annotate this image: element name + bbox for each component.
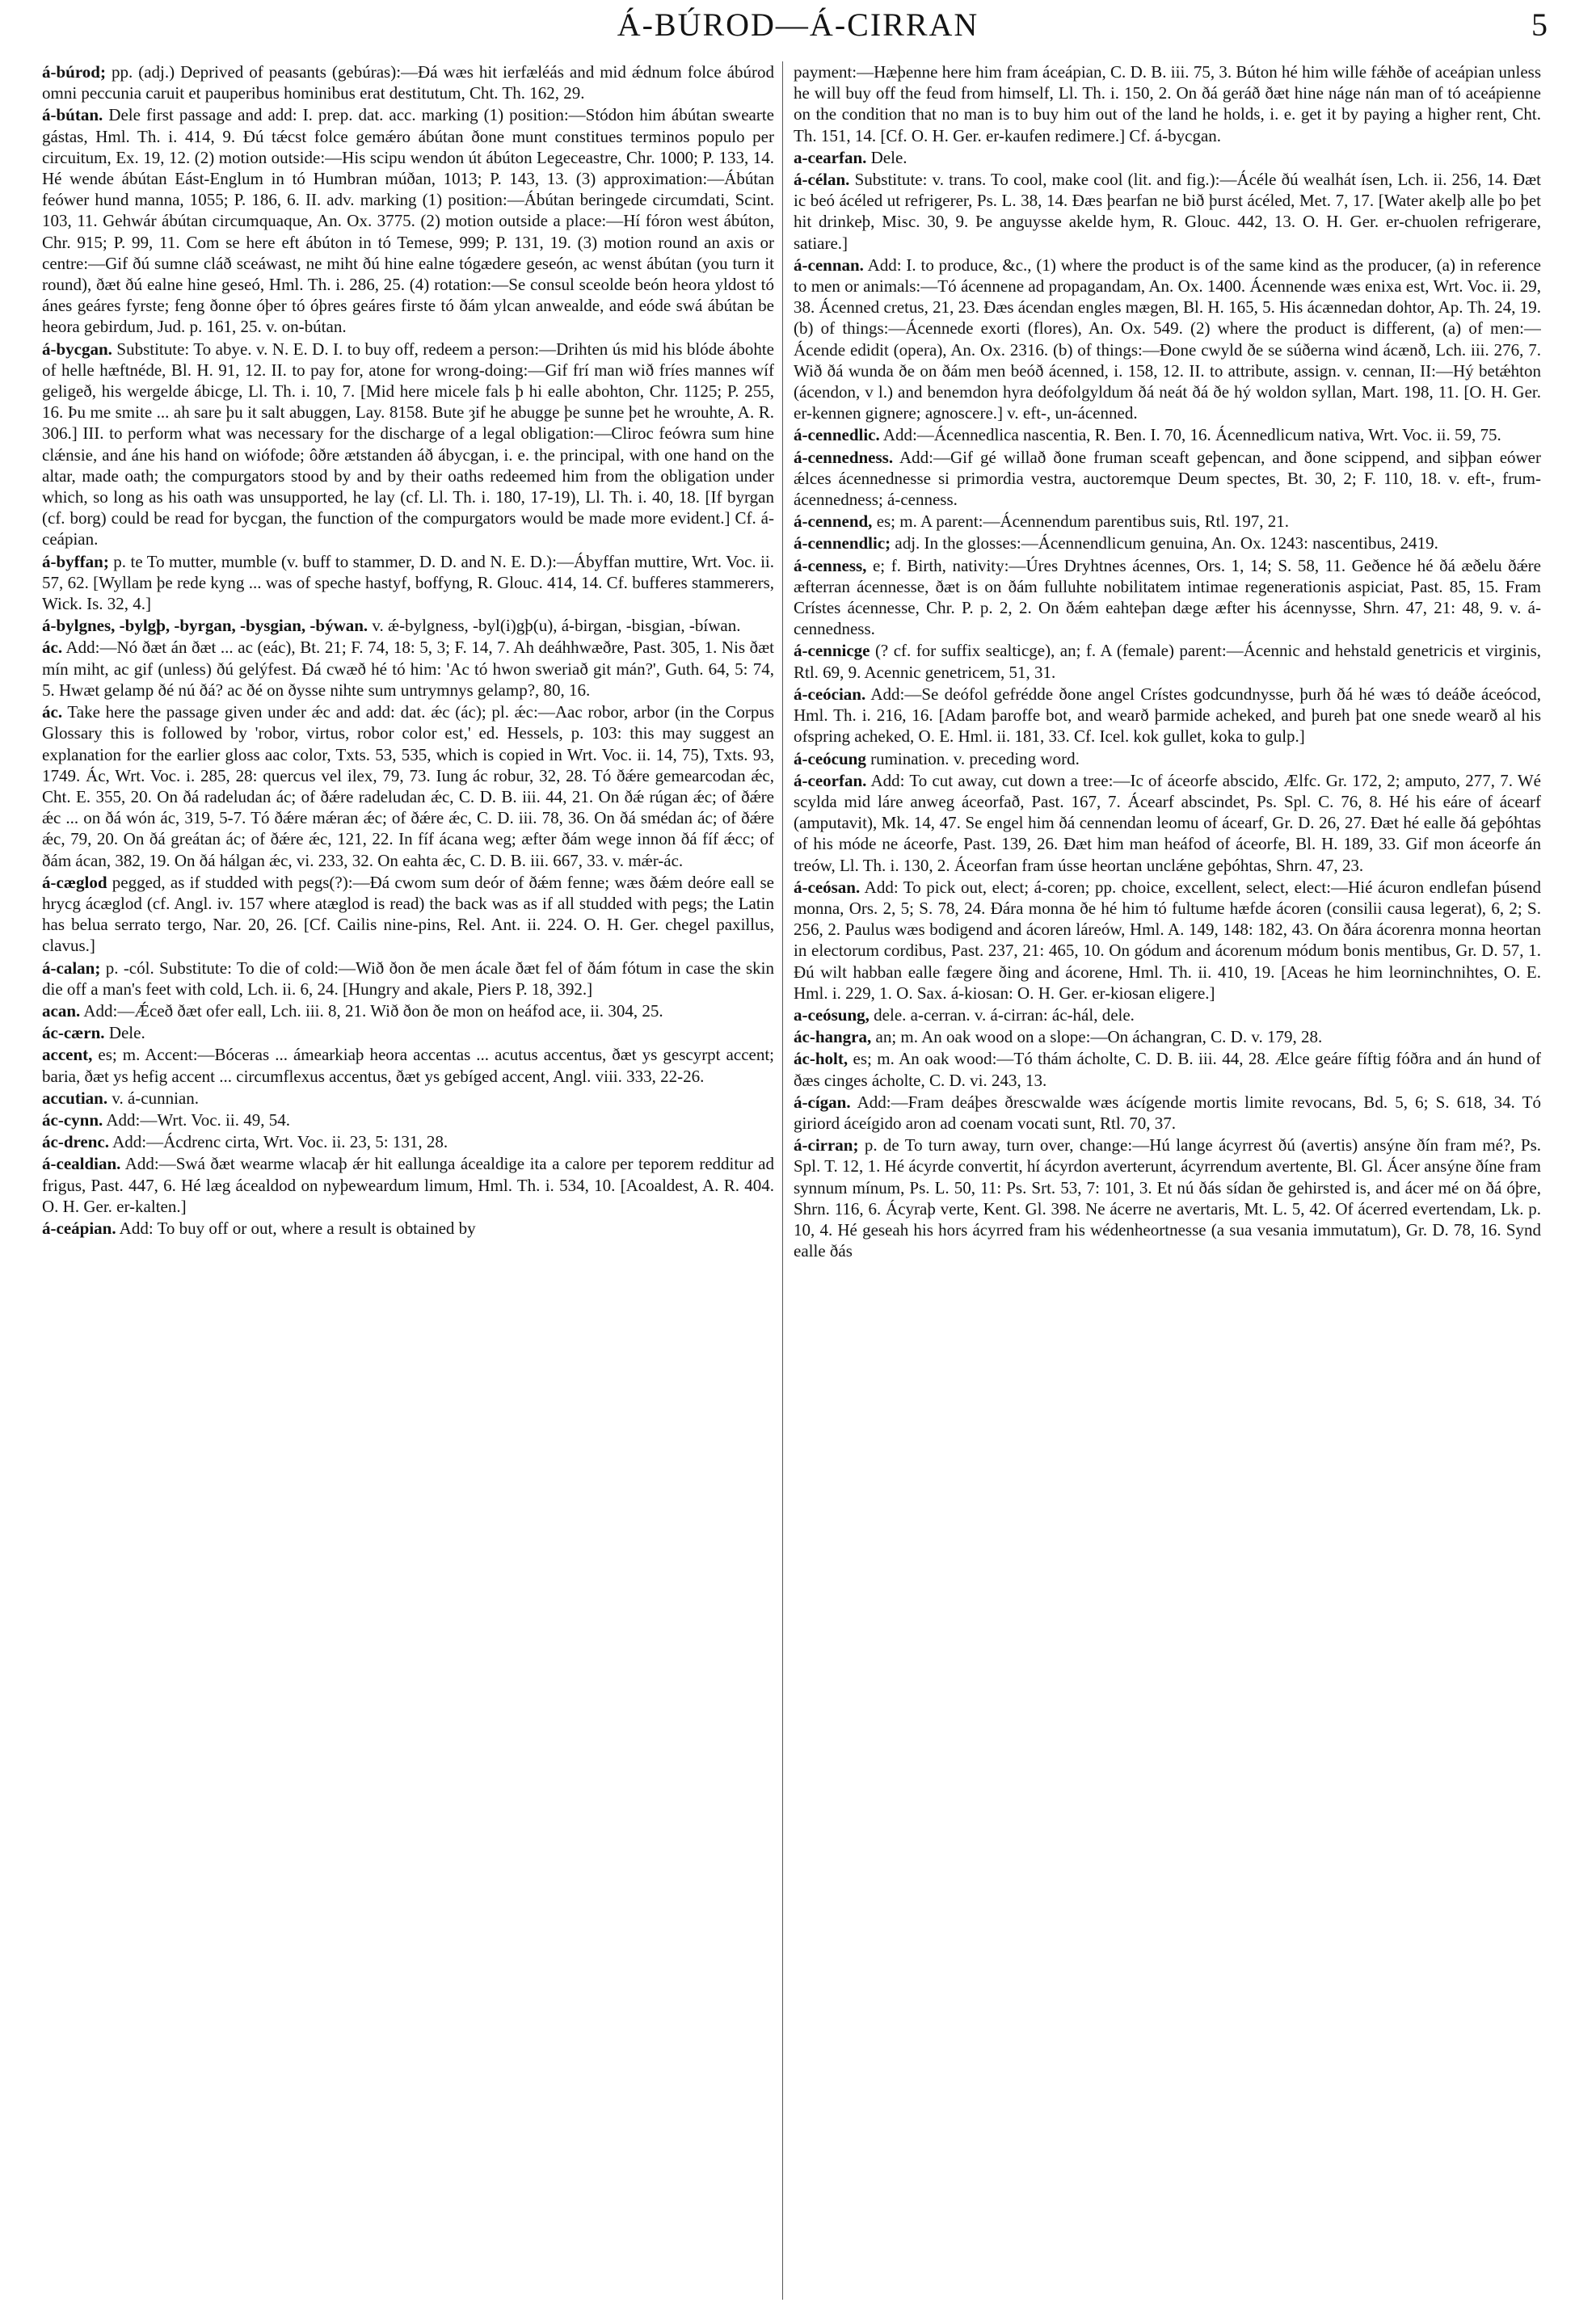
entry-body: v. ǽ-bylgness, -byl(i)gþ(u), á-birgan, -bisgian, -bíwan. — [372, 616, 741, 636]
right-column — [794, 61, 1541, 2300]
entry-body: es; m. Accent:—Bóceras ... ámearkiaþ heora accentas ... acutus accentus, ðæt ys gescyrpt accent; baria, ðæt ys hefig accent ... circumflexus accentus, ðæt ys gebíged accent, Angl. viii. 333, 22-26. — [42, 1045, 774, 1086]
entry-body: Add:—Ǽceð ðæt ofer eall, Lch. iii. 8, 21. Wið ðon ðe mon on heáfod ace, ii. 304, 25. — [83, 1000, 663, 1021]
entry-body: (? cf. for suffix sealticge), an; f. A (female) parent:—Ácennic and hehstald genetricis et virginis, Rtl. 69, 9. Acennic genetricem, 51, 31. — [794, 641, 1541, 682]
entry-headword: á-célan. — [794, 170, 850, 190]
entry-headword: á-cennedness. — [794, 447, 894, 467]
entry-headword: ác-hangra, — [794, 1027, 872, 1047]
entry-headword: á-ceorfan. — [794, 770, 867, 790]
entry-body: Add:—Swá ðæt wearme wlacaþ ǽr hit eallunga ácealdige ita a calore per teporem redditur ad frigus, Past. 447, 6. Hé læg ácealdod on nyþeweardum limum, Hml. Th. i. 534, 10. [Acoaldest, A. R. 404. O. H. Ger. er-kalten.] — [42, 1154, 774, 1216]
entry-headword: accent, — [42, 1045, 93, 1065]
dictionary-entry — [42, 701, 774, 871]
dictionary-entry — [794, 1134, 1541, 1261]
entry-body: Add: To cut away, cut down a tree:—Ic of áceorfe abscido, Ælfc. Gr. 172, 2; amputo, 277, 7. Wé scylda mid láre anweg áceorfað, Past. 167, 7. Ácearf abscindet, Ps. Spl. C. 76, 8. Hé his eáre of ácearf (amputavit), Mk. 14, 47. Se engel him ðá cennendan leomu of ácearf, Gr. D. 26, 27. Ðæt hé ealle ðá geþóhtas of his móde ne áceorfe, Past. 139, 26. Ðæt him man heáfod of áceorfe, Bl. H. 189, 33. Gif mon áceorfe án treów, Ll. Th. i. 130, 2. Áceorfan fram ússe heortan unclǽne geþóhtas, Shrn. 47, 23. — [794, 770, 1541, 875]
entry-headword: á-ceósan. — [794, 877, 861, 897]
dictionary-entry — [42, 1109, 774, 1130]
entry-headword: á-ceócian. — [794, 684, 866, 704]
entry-body: Add:—Se deófol gefrédde ðone angel Crístes godcundnysse, þurh ðá hé wæs tó deáðe áceócod, Hml. Th. i. 216, 16. [Adam þaroffe bot, and wearð þarmide acheked, and þureh þat one snede wearð al his ofspring acheked, O. E. Hml. ii. 181, 33. Cf. Icel. kok gullet, koka to gulp.] — [794, 684, 1541, 747]
dictionary-entry — [794, 748, 1541, 769]
dictionary-entry — [794, 511, 1541, 532]
entry-headword: á-cennendlic; — [794, 533, 891, 554]
entry-body: pegged, as if studded with pegs(?):—Ðá cwom sum deór of ðǽm fenne; wæs ðǽm deóre eall se hrycg ácæglod (cf. Angl. iv. 157 where atæglod is read) the back was as if all studded with pegs; the Latin has belua serrato tergo, Nar. 20, 26. [Cf. Cailis nine-pins, Rel. Ant. ii. 224. O. H. Ger. chegel paxillus, clavus.] — [42, 872, 774, 956]
dictionary-entry — [794, 169, 1541, 254]
entry-headword: á-bylgnes, -bylgþ, -byrgan, -bysgian, -býwan. — [42, 616, 368, 636]
dictionary-entry — [794, 1048, 1541, 1090]
entry-body: Substitute: To abye. v. N. E. D. I. to buy off, redeem a person:—Drihten ús mid his blóde ábohte of helle hæftnéde, Bl. H. 91, 12. II. to pay for, atone for wrong-doing:—Gif frí man wið fríes mannes wíf geligeð, his wergelde ábicge, Ll. Th. i. 10, 7. [Mid here micele fals þ hi ealle abohton, Chr. 1125; P. 255, 16. Þu me smite ... ah sare þu it salt abuggen, Lay. 8158. Bute ȝif he abugge þe sunne þet he wrouhte, A. R. 306.] III. to perform what was necessary for the discharge of a legal obligation:—Cliroc feówra sum hine clǽnsie, and áne his hand on wiófode; ôðre ætstanden áð ábycgan, i. e. the principal, with one hand on the altar, made oath; the compurgators stood by and by their oaths redeemed him from the obligation under which, so long as his oath was unsupported, he lay (cf. Ll. Th. i. 180, 17-19), Ll. Th. i. 40, 18. [If byrgan (cf. borg) could be read for bycgan, the function of the compurgators would be made more evident.] Cf. á-ceápian. — [42, 339, 774, 549]
entry-headword: a-ceósung, — [794, 1004, 870, 1025]
dictionary-entry — [42, 1218, 774, 1239]
entry-body: Add: I. to produce, &c., (1) where the product is of the same kind as the producer, (a) in reference to men or animals:—Tó ácennene ad propagandam, An. Ox. 1400. Ácennende wæs enixa est, Wrt. Voc. ii. 29, 38. Ácenned cretus, 21, 23. Ðæs ácendan engles mægen, Bl. H. 165, 5. His ácænnedan dohtor, Ap. Th. 24, 19. (b) of things:—Ácennede exorti (flores), An. Ox. 549. (2) where the product is different, (a) of men:—Ácende edidit (opera), An. Ox. 2316. (b) of things:—Ðone cwyld ðe se súðerna wind ácænð, Lch. iii. 276, 7. Wið ðá wunda ðe on ðám men beóð ácenned, i. 158, 12. II. to attribute, assign. v. cennan, II:—Hý betǽhton (ácendon, v l.) and benemdon hyra deófolgyldum ðá neát ðá ðe hý woldon syllan, Mart. 198, 11. [O. H. Ger. er-kennen gignere; agnoscere.] v. eft-, un-ácenned. — [794, 255, 1541, 423]
entry-body: Add:—Gif gé willað ðone fruman sceaft geþencan, and ðone scippend, and siþþan eówer ǽlces ácennednesse si primordia vestra, auctoremque Deum spectes, Bt. 30, 2; F. 110, 18. v. eft-, frum-ácennedness; á-cenness. — [794, 447, 1541, 510]
entry-headword: ác-cynn. — [42, 1109, 103, 1130]
entry-headword: á-ceápian. — [42, 1218, 116, 1238]
entry-body: Add:—Nó ðæt án ðæt ... ac (eác), Bt. 21; F. 74, 18: 5, 3; F. 14, 7. Ah deáhhwæðre, Past. 305, 1. Nis ðæt mín miht, ac gif (unless) ðú gelýfest. Ðá cwæð hé tó him: 'Ac tó hwon sweriað git mán?', Guth. 64, 5: 74, 5. Hwæt gelamp ðé nú ðá? ac ðé on ðysse nihte sum untrymnys gelamp?, 80, 16. — [42, 638, 774, 700]
entry-body: Add:—Fram deáþes ðrescwalde wæs ácígende mortis limite revocans, Bd. 5, 6; S. 618, 34. Tó giriord áceígido aron ad coenam vocati sunt, Rtl. 70, 37. — [794, 1092, 1541, 1133]
entry-body: adj. In the glosses:—Ácennendlicum genuina, An. Ox. 1243: nascentibus, 2419. — [895, 533, 1438, 554]
dictionary-entry — [794, 61, 1541, 146]
dictionary-entry — [794, 770, 1541, 876]
entry-body: rumination. v. preceding word. — [870, 748, 1080, 768]
entry-headword: á-byffan; — [42, 551, 109, 571]
dictionary-entry — [794, 424, 1541, 445]
entry-headword: á-ceócung — [794, 748, 866, 768]
dictionary-entry — [42, 104, 774, 337]
entry-headword: á-bycgan. — [42, 339, 112, 359]
entry-body: Take here the passage given under ǽc and add: dat. ǽc (ác); pl. ǽc:—Aac robor, arbor (in the Corpus Glossary this is followed by 'robor, virtus, robor color est,' ed. Hessels, p. 103: this may suggest an explanation for the earlier gloss aac color, Txts. 53, 535, which is copied in Wrt. Voc. ii. 14, 75), Txts. 93, 1749. Ác, Wrt. Voc. i. 285, 28: quercus vel ilex, 79, 73. Iung ác robur, 32, 28. Tó ðǽre gemearcodan ǽc, Cht. E. 355, 20. On ðá radeludan ác; of ðǽre radeludan ǽc, C. D. B. iii. 44, 21. On ðǽ rúgan ǽc; of ðǽre ǽc ... on ðá wón ác, 319, 5-7. Tó ðǽre mǽran ǽc; of ðǽre ǽc, C. D. iii. 78, 36. On ðá smédan ác; of ðǽre ǽc, 79, 20. On ðá greátan ác; of ðǽre ǽc, 121, 22. In fíf ácana weg; æfter ðám wege innon ðá fíf ǽcc; of ðám ácan, 382, 19. On ðá hálgan ǽc, vi. 233, 32. On eahta ǽc, C. D. B. iii. 667, 33. v. mǽr-ác. — [42, 702, 774, 870]
entry-headword: a-cearfan. — [794, 147, 867, 167]
dictionary-entry — [794, 877, 1541, 1004]
dictionary-entry — [794, 640, 1541, 682]
dictionary-entry — [42, 872, 774, 957]
dictionary-entry — [794, 1092, 1541, 1134]
dictionary-entry — [42, 1153, 774, 1217]
entry-headword: á-cirran; — [794, 1135, 859, 1156]
dictionary-entry — [42, 1000, 774, 1021]
left-column — [42, 61, 774, 2300]
entry-headword: á-cennan. — [794, 255, 864, 275]
entry-body: Add:—Wrt. Voc. ii. 49, 54. — [106, 1109, 290, 1130]
entry-body: es; m. A parent:—Ácennendum parentibus suis, Rtl. 197, 21. — [876, 511, 1290, 532]
entry-body: p. -cól. Substitute: To die of cold:—Wið ðon ðe men ácale ðæt fel of ðám fótum in case the skin die off a man's feet with cold, Lch. ii. 6, 24. [Hungry and akale, Piers P. 18, 392.] — [42, 958, 774, 999]
dictionary-entry — [794, 1026, 1541, 1047]
dictionary-entry — [42, 1131, 774, 1152]
entry-body: Dele. — [108, 1023, 145, 1043]
dictionary-entry — [794, 532, 1541, 554]
entry-body: payment:—Hæþenne here him fram áceápian, C. D. B. iii. 75, 3. Búton hé him wille fǽhðe of aceápian unless he will buy off the feud from himself, Ll. Th. i. 150, 2. On ðá geráð ðæt hine náge nán man of tó aceápienne on the condition that no man is to buy him out of the land he holds, i. e. get it by paying a higher rent, Cht. Th. 151, 14. [Cf. O. H. Ger. er-kaufen redimere.] Cf. á-bycgan. — [794, 62, 1541, 145]
running-head: Á-BÚROD—Á-CIRRAN — [617, 6, 979, 43]
entry-body: e; f. Birth, nativity:—Úres Dryhtnes ácennes, Ors. 1, 14; S. 58, 11. Geðence hé ðá æðelu ðǽre æfterran ácennesse, ðæt is on ðám fulluhte nobilitatem intimae regenerationis aspiciat, Past. 85, 15. Fram Crístes ácennesse, Chr. P. p. 2, 2. On ðǽm eahteþan dæge æfter his ácennysse, Shrn. 47, 21: 48, 9. v. á-cennedness. — [794, 555, 1541, 639]
dictionary-entry — [42, 1044, 774, 1086]
dictionary-entry — [794, 255, 1541, 424]
dictionary-entry — [794, 684, 1541, 747]
entry-headword: á-calan; — [42, 958, 101, 978]
entry-headword: á-cæglod — [42, 872, 107, 892]
entry-headword: ác-drenc. — [42, 1132, 110, 1152]
entry-body: v. á-cunnian. — [112, 1088, 200, 1108]
entry-headword: á-bútan. — [42, 105, 103, 125]
entry-body: p. de To turn away, turn over, change:—Hú lange ácyrrest ðú (avertis) ansýne ðín fram mé?, Ps. Spl. T. 12, 1. Hé ácyrde convertit, hí ácyrdon averterunt, ácyrrendum avertente, Bl. Gl. Ácer ansýne ðíne fram synnum mínum, Ps. L. 50, 11: Ps. Srt. 53, 7: 101, 3. Et nú ðás sídan ðe gehirsted is, and ácer mé on ðá óþre, Shrn. 116, 6. Ácyraþ verte, Kent. Gl. 398. Ne ácerre ne avertaris, Mt. L. 5, 42. Of ácerred evertendam, Lk. p. 10, 4. Hé geseah his hors ácyrred fram his wédenheortnesse (a sua vesania immutatum), Gr. D. 78, 16. Synd ealle ðás — [794, 1135, 1541, 1261]
entry-body: Dele. — [870, 147, 907, 167]
entry-body: Substitute: v. trans. To cool, make cool (lit. and fig.):—Ácéle ðú wealhát ísen, Lch. ii. 256, 14. Ðæt ic beó ácéled ut refrigerer, Ps. L. 38, 14. Ðæs þearfan ne bið þurst ácéled, Met. 7, 17. [Water akelþ alle þo þet hit drinkeþ, Misc. 30, 9. Þe anguysse akelde hym, R. Glouc. 442, 13. O. H. Ger. er-chuolen refrigerare, satiare.] — [794, 170, 1541, 253]
entry-headword: á-cígan. — [794, 1092, 851, 1112]
dictionary-entry — [794, 147, 1541, 168]
entry-headword: á-cennedlic. — [794, 425, 880, 445]
page-number: 5 — [1531, 6, 1548, 43]
dictionary-entry — [42, 61, 774, 103]
entry-body: dele. a-cerran. v. á-cirran: ác-hál, dele. — [874, 1004, 1135, 1025]
entry-headword: á-búrod; — [42, 62, 106, 82]
entry-headword: acan. — [42, 1000, 81, 1021]
entry-body: Add:—Ácennedlica nascentia, R. Ben. I. 70, 16. Ácennedlicum nativa, Wrt. Voc. ii. 59, 75. — [882, 425, 1501, 445]
entry-body: pp. (adj.) Deprived of peasants (gebúras):—Ðá wæs hit ierfæléás and mid ǽdnum folce ábúrod omni peccunia caruit et pauperibus hominibus erat destitutum, Cht. Th. 162, 29. — [42, 62, 774, 103]
entry-headword: ác. — [42, 702, 63, 722]
entry-headword: ác-cærn. — [42, 1023, 105, 1043]
entry-body: an; m. An oak wood on a slope:—On áchangran, C. D. v. 179, 28. — [875, 1027, 1323, 1047]
dictionary-entry — [42, 1088, 774, 1109]
entry-headword: ác. — [42, 638, 63, 658]
entry-body: Add:—Ácdrenc cirta, Wrt. Voc. ii. 23, 5: 131, 28. — [112, 1132, 448, 1152]
dictionary-entry — [42, 1022, 774, 1043]
dictionary-entry — [42, 339, 774, 550]
entry-body: Add: To buy off or out, where a result is obtained by — [119, 1218, 476, 1238]
dictionary-entry — [42, 551, 774, 615]
dictionary-entry — [42, 637, 774, 701]
entry-headword: á-cealdian. — [42, 1154, 121, 1174]
entry-headword: ác-holt, — [794, 1049, 849, 1069]
entry-headword: á-cenness, — [794, 555, 867, 575]
entry-body: p. te To mutter, mumble (v. buff to stammer, D. D. and N. E. D.):—Ábyffan muttire, Wrt. Voc. ii. 57, 62. [Wyllam þe rede kyng ... was of speche hastyf, boffyng, R. Glouc. 414, 14. Cf. bufferes stammerers, Wick. Is. 32, 4.] — [42, 551, 774, 614]
entry-body: es; m. An oak wood:—Tó thám ácholte, C. D. B. iii. 44, 28. Ælce geáre fíftig fóðra and án hund of ðæs cinges ácholte, C. D. vi. 243, 13. — [794, 1049, 1541, 1090]
column-divider — [782, 61, 783, 2300]
entry-body: Dele first passage and add: I. prep. dat. acc. marking (1) position:—Stódon him ábútan swearte gástas, Hml. Th. i. 414, 9. Ðú tǽcst folce gemǽro ábútan ðone munt constitues terminos populo per circuitum, Ex. 19, 12. (2) motion outside:—His scipu wendon út ábúton Legeceastre, Chr. 1000; P. 133, 14. Hé wende ábútan Eást-Englum in tó Humbran múðan, 1013; P. 143, 13. (3) approximation:—Ábútan feówer hund manna, 1055; P. 186, 6. II. adv. marking (1) position:—Ábútan beringede circumdati, Scint. 103, 11. Gehwár ábútan circumquaque, An. Ox. 3775. (2) motion outside a place:—Hí fóron west ábúton, Chr. 915; P. 99, 11. Com se here eft ábúton in tó Temese, 999; P. 131, 19. (3) motion round an axis or centre:—Gif ðú sumne cláð sceáwast, ne miht ðú hine ealne tógædere geseón, ac wenst ábútan (you turn it round), ðæt ðú ealne hine geseó, Hml. Th. i. 286, 25. (4) rotation:—Se consul sceolde beón heora yldost tó ánes geáres fyrste; feng ðonne óþer tó óþres geáres firste tó ðám ylcan anwealde, and eóde swá ábútan be heora gebirdum, Jud. p. 161, 25. v. on-bútan. — [42, 105, 774, 337]
entry-body: Add: To pick out, elect; á-coren; pp. choice, excellent, select, elect:—Hié ácuron endlefan þúsend monna, Ors. 2, 5; S. 78, 24. Ðára monna ðe hé him tó fultume hæfde ácoren (consilii causa legerat), 6, 2; S. 256, 2. Paulus wæs bodigend and ácoren láreów, Hml. A. 149, 148: 182, 43. On ðára ácorenra monna heortan in electorum cordibus, Past. 237, 21: 465, 10. On gódum and ácorenum módum bonis mentibus, Gr. D. 57, 1. Ðú wilt habban ealle fægere ðing and ácorene, Hml. Th. ii. 410, 19. [Aceas he him leorninchnihtes, O. E. Hml. i. 229, 1. O. Sax. á-kiosan: O. H. Ger. er-kiosan eligere.] — [794, 877, 1541, 1003]
entry-headword: á-cennicge — [794, 641, 870, 661]
entry-headword: accutian. — [42, 1088, 108, 1108]
dictionary-entry — [794, 447, 1541, 511]
dictionary-entry — [42, 615, 774, 636]
dictionary-entry — [42, 958, 774, 1000]
entry-headword: á-cennend, — [794, 511, 873, 532]
dictionary-entry — [794, 1004, 1541, 1025]
dictionary-entry — [794, 555, 1541, 640]
